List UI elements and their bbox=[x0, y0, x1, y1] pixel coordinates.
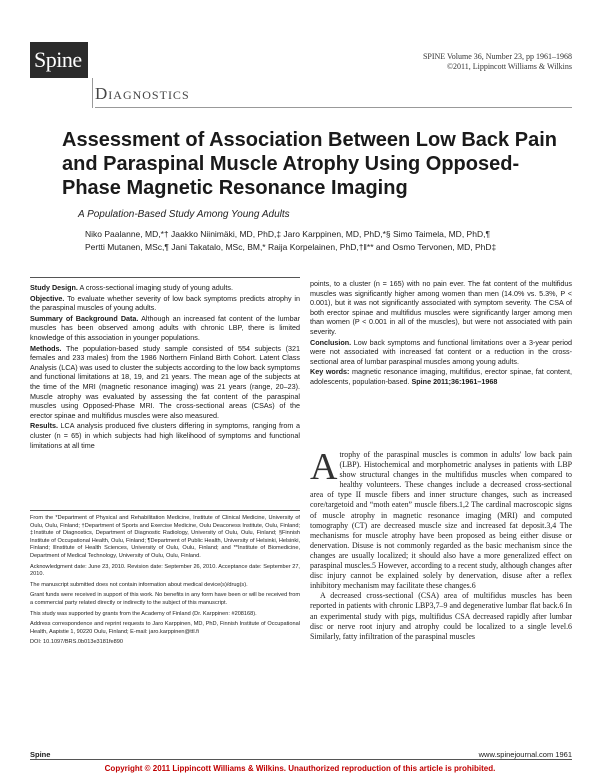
doi: DOI: 10.1097/BRS.0b013e3181fe890 bbox=[30, 639, 123, 646]
citation: Spine 2011;36:1961–1968 bbox=[409, 376, 498, 386]
abstract-conclusion: Conclusion. Low back symptoms and functional limitations over a 3-year period were not associated with increased fat content or a reduction in the cross-sectional area of lumbar paraspinal muscles among young adults. bbox=[310, 337, 572, 366]
section-divider bbox=[95, 107, 572, 108]
journal-volume: SPINE Volume 36, Number 23, pp 1961–1968 bbox=[422, 52, 572, 61]
abstract-methods: Methods. The population-based study sample consisted of 554 subjects (321 females and 233 males) from the 1986 Northern Finland Birth Cohort. Latent Class Analysis (LCA) was used to cluster the subjects according to the low back symptoms and functional limitations at 18, 19, and 21 years. The mean age of the subjects at the time of the MRI (magnetic resonance imaging) was 21 years (range, 20–23). Muscle atrophy was evaluated by assessing the fat content of the paraspinal muscles using Opposed-Phase MRI. The cross-sectional areas (CSAs) of the erector spinae and multifidus muscles were also measured. bbox=[30, 343, 300, 420]
dates: Acknowledgment date: June 23, 2010. Revision date: September 26, 2010. Acceptance date: September 27, 2010. bbox=[30, 563, 300, 578]
section-divider-vertical bbox=[92, 78, 93, 108]
body-paragraph: Atrophy of the paraspinal muscles is common in adults' low back pain (LBP). Histochemical and morphometric analyses in patients with LBP show structural changes in the multifidus muscles when compared to healthy volunteers. These changes include a decreased cross-sectional area of type II muscle fibers and inner structure changes, such as increased core/targetoid and “moth eaten” muscle fibers.1,2 The cardinal macroscopic signs of muscle atrophy in magnetic resonance imaging (MRI) and computed tomography (CT) are decreased muscle size and increased fat deposit.3,4 The mechanisms for muscle atrophy have been proposed as being either disuse or denervation. Disuse is not commonly regarded as the basic mechanism since the changes are usually localized; it should also have a more generalized effect on paraspinal muscles.5 However, according to a recent study, although changes after disc injury cannot be explained solely by denervation, disuse after a reflex inhibitory mechanism may facilitate these changes.6 bbox=[310, 446, 572, 591]
footer-rule bbox=[30, 759, 572, 760]
abstract-keywords: Key words: magnetic resonance imaging, multifidus, erector spinae, fat content, adolescents, population-based. Spine 2011;36:1961–1968 bbox=[310, 367, 572, 386]
abstract-left-column bbox=[30, 283, 300, 451]
article-notes bbox=[30, 515, 300, 650]
logo-text: Spine bbox=[34, 47, 82, 72]
support-note: This study was supported by grants from the Academy of Finland (Dr. Karppinen: #208168). bbox=[30, 610, 257, 617]
abstract-objective: Objective. To evaluate whether severity of low back symptoms predicts atrophy in the paraspinal muscles of young adults. bbox=[30, 293, 300, 313]
section-label: Diagnostics bbox=[95, 84, 190, 103]
journal-reference bbox=[423, 52, 572, 72]
abstract-results-cont: points, to a cluster (n = 165) with no pain ever. The fat content of the multifidus muscles was significantly higher among women than men (14.0% vs. 5.3%, P < 0.001), but it was not significantly associated with symptom severity. The CSA of both erector spinae and multifidus muscles were significantly larger among men than women (P < 0.001 in all of the muscles), but were not associated with pain severity. bbox=[310, 279, 572, 336]
correspondence: Address correspondence and reprint requests to Jaro Karppinen, MD, PhD, Finnish Institute of Occupational Health, Aapistie 1, 90220 Oulu, Finland; E-mail: jaro.karppinen@ttl.fi bbox=[30, 621, 300, 635]
abstract-bottom-rule bbox=[30, 510, 300, 511]
funding-note: Grant funds were received in support of this work. No benefits in any form have been or will be received from a commercial party related directly or indirectly to the subject of this manuscript. bbox=[30, 592, 300, 606]
abstract-background: Summary of Background Data. Although an increased fat content of the lumbar muscles has been observed among adults with chronic LBP, there is limited knowledge of this association in younger populations. bbox=[30, 313, 300, 342]
abstract-design: Study Design. A cross-sectional imaging study of young adults. bbox=[30, 283, 233, 292]
body-text bbox=[310, 446, 572, 642]
author-line: Niko Paalanne, MD,*† Jaakko Niinimäki, MD, PhD,‡ Jaro Karppinen, MD, PhD,*§ Simo Taimela, MD, PhD,¶ bbox=[85, 229, 491, 239]
dropcap: A bbox=[310, 446, 338, 488]
author-line: Pertti Mutanen, MSc,¶ Jani Takatalo, MSc, BM,* Raija Korpelainen, PhD,†‖** and Osmo Tervonen, MD, PhD‡ bbox=[85, 242, 497, 252]
abstract-top-rule bbox=[30, 277, 300, 278]
body-paragraph: A decreased cross-sectional (CSA) area of multifidus muscles has been reported in patients with chronic LBP3,7–9 and degenerative lumbar flat back.6 In an experimental study with pigs, multifidus CSA decreased rapidly after lumbar disc or nerve root injury and atrophy could be localized to a single level.6 Similarly, fatty infiltration of the paraspinal muscles bbox=[310, 591, 572, 641]
journal-copyright: ©2011, Lippincott Williams & Wilkins bbox=[446, 62, 572, 71]
abstract-right-column bbox=[310, 279, 572, 388]
journal-logo bbox=[30, 42, 88, 78]
footer-page: www.spinejournal.com 1961 bbox=[478, 750, 572, 759]
affiliations: From the *Department of Physical and Rehabilitation Medicine, Institute of Clinical Medicine, University of Oulu, Oulu, Finland; †Department of Sports and Exercise Medicine, Oulu Deaconess Institute, Oulu, Finland; ‡Institute of Diagnostics, Department of Diagnostic Radiology, University of Oulu, Oulu, Finland; §Finnish Institute of Occupational Health, Oulu, Finland; ¶Department of Public Health, University of Helsinki, Helsinki, Finland; ‖Institute of Health Sciences, University of Oulu, Oulu, Finland; and **Institute of Biomedicine, Department of Medical Technology, University of Oulu, Oulu, Finland. bbox=[30, 515, 300, 559]
article-subtitle: A Population-Based Study Among Young Adults bbox=[78, 209, 290, 220]
abstract-results: Results. LCA analysis produced five clusters differing in symptoms, ranging from a cluster (n = 65) in which subjects had high likelihood of symptoms and functional limitations at all time bbox=[30, 421, 300, 450]
device-note: The manuscript submitted does not contain information about medical device(s)/drug(s). bbox=[30, 581, 248, 588]
author-list bbox=[85, 228, 565, 254]
copyright-notice: Copyright © 2011 Lippincott Williams & Wilkins. Unauthorized reproduction of this article is prohibited. bbox=[104, 764, 496, 773]
footer-journal: Spine bbox=[30, 750, 51, 759]
article-title: Assessment of Association Between Low Back Pain and Paraspinal Muscle Atrophy Using Opposed-Phase Magnetic Resonance Imaging bbox=[62, 129, 557, 199]
